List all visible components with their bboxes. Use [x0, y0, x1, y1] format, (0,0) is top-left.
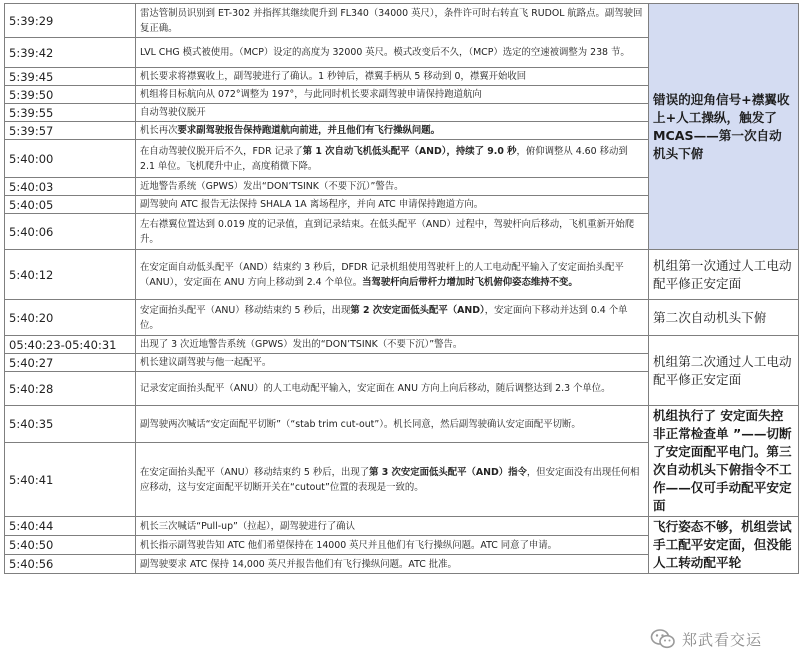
watermark — [650, 628, 762, 650]
event-text: 安定面抬头配平（ANU）移动结束约 5 秒后，出现 — [140, 304, 351, 316]
event-text: 机组将目标航向从 072°调整为 197°，与此同时机长要求副驾驶申请保持跑道航向 — [140, 89, 482, 100]
event-cell — [136, 555, 649, 574]
table-row — [5, 336, 799, 354]
time-cell: 5:40:05 — [5, 196, 136, 214]
event-cell — [136, 336, 649, 354]
annotation-cell: 第二次自动机头下俯 — [649, 300, 799, 336]
event-cell — [136, 372, 649, 406]
time-cell: 5:40:12 — [5, 250, 136, 300]
table-row — [5, 406, 799, 443]
table-row — [5, 4, 799, 38]
event-cell — [136, 140, 649, 178]
event-text-bold: 要求副驾驶报告保持跑道航向前进，并且他们有飞行操纵问题。 — [177, 125, 441, 136]
event-cell — [136, 104, 649, 122]
table-row — [5, 517, 799, 536]
time-cell: 5:40:56 — [5, 555, 136, 574]
event-cell — [136, 86, 649, 104]
event-text: 副驾驶两次喊话“安定面配平切断”（“stab trim cut-out”）。机长同意，然后副驾驶确认安定面配平切断。 — [140, 418, 581, 430]
event-text: 近地警告系统（GPWS）发出“DON’TSINK（不要下沉）”警告。 — [140, 181, 404, 192]
event-text-bold: 第 1 次自动飞机低头配平（AND），持续了 9.0 秒 — [302, 145, 517, 157]
time-cell: 5:40:27 — [5, 354, 136, 372]
event-text: ，俯仰调整从 4.60 移动到 2.1 单位。飞机爬升中止，高度稍微下降。 — [140, 145, 628, 172]
event-text: 左右襟翼位置达到 0.019 度的记录值，直到记录结束。在低头配平（AND）过程中，驾驶杆向后移动，飞机重新开始爬升。 — [140, 218, 635, 245]
event-text-bold: 第 3 次安定面低头配平（AND）指令 — [369, 466, 527, 478]
event-text: 出现了 3 次近地警告系统（GPWS）发出的“DON’TSINK（不要下沉）”警告。 — [140, 339, 463, 350]
time-cell: 05:40:23-05:40:31 — [5, 336, 136, 354]
event-cell — [136, 122, 649, 140]
event-text: 副驾驶向 ATC 报告无法保持 SHALA 1A 离场程序，并向 ATC 申请保持跑道方向。 — [140, 199, 484, 210]
annotation-cell: 飞行姿态不够，机组尝试手工配平安定面，但没能人工转动配平轮 — [649, 517, 799, 574]
event-text: 记录安定面抬头配平（ANU）的人工电动配平输入，安定面在 ANU 方向上向后移动，随后调整达到 2.3 个单位。 — [140, 383, 611, 394]
event-text: 机长指示副驾驶告知 ATC 他们希望保持在 14000 英尺并且他们有飞行操纵问题。ATC 同意了申请。 — [140, 539, 558, 551]
table-row — [5, 250, 799, 300]
event-cell — [136, 406, 649, 443]
time-cell: 5:39:29 — [5, 4, 136, 38]
time-cell: 5:39:50 — [5, 86, 136, 104]
annotation-cell: 机组执行了 安定面失控非正常检查单 ”——切断了安定面配平电门。第三次自动机头下俯指令不工作——仅可手动配平安定面 — [649, 406, 799, 517]
time-cell: 5:40:35 — [5, 406, 136, 443]
annotation-cell: 机组第一次通过人工电动配平修正安定面 — [649, 250, 799, 300]
annotation-cell: 机组第二次通过人工电动配平修正安定面 — [649, 336, 799, 406]
event-cell — [136, 517, 649, 536]
time-cell: 5:40:20 — [5, 300, 136, 336]
event-text-bold: 当驾驶杆向后带杆力增加时飞机俯仰姿态维持不变。 — [362, 276, 578, 288]
time-cell: 5:39:45 — [5, 68, 136, 86]
event-cell — [136, 196, 649, 214]
time-cell: 5:39:57 — [5, 122, 136, 140]
time-cell: 5:40:03 — [5, 178, 136, 196]
event-cell — [136, 214, 649, 250]
event-cell — [136, 443, 649, 517]
event-text: 在安定面抬头配平（ANU）移动结束约 5 秒后，出现了 — [140, 466, 370, 478]
event-text: 在安定面自动低头配平（AND）结束约 3 秒后，DFDR 记录机组使用驾驶杆上的人工电动配平输入了安定面抬头配平（ANU），安定面在 ANU 方向上移动到 2.4 个单位。 — [140, 261, 624, 288]
event-cell — [136, 300, 649, 336]
table-row — [5, 300, 799, 336]
annotation-cell: 错误的迎角信号+襟翼收上+人工操纵，触发了 MCAS——第一次自动机头下俯 — [649, 4, 799, 250]
time-cell: 5:40:41 — [5, 443, 136, 517]
event-cell — [136, 354, 649, 372]
event-text: 机长要求将襟翼收上，副驾驶进行了确认。1 秒钟后，襟翼手柄从 5 移动到 0，襟翼开始收回 — [140, 71, 527, 82]
event-text: 在自动驾驶仪脱开后不久，FDR 记录了 — [140, 145, 303, 157]
time-cell: 5:40:06 — [5, 214, 136, 250]
event-text-bold: 第 2 次安定面低头配平（AND） — [350, 304, 485, 316]
event-text: 机长再次 — [140, 125, 178, 136]
timeline-table — [4, 3, 799, 574]
event-text: 副驾驶要求 ATC 保持 14,000 英尺并报告他们有飞行操纵问题。ATC 批准。 — [140, 558, 457, 570]
time-cell: 5:40:44 — [5, 517, 136, 536]
time-cell: 5:40:00 — [5, 140, 136, 178]
event-text: 机长三次喊话“Pull-up”（拉起），副驾驶进行了确认 — [140, 520, 356, 532]
time-cell: 5:39:55 — [5, 104, 136, 122]
event-cell — [136, 4, 649, 38]
watermark-text: 郑武看交运 — [682, 630, 763, 649]
event-text: 自动驾驶仪脱开 — [140, 107, 206, 118]
event-cell — [136, 68, 649, 86]
wechat-icon — [650, 628, 676, 650]
event-text: LVL CHG 模式被使用。（MCP）设定的高度为 32000 英尺。模式改变后不久，（MCP）选定的空速被调整为 238 节。 — [140, 47, 630, 58]
time-cell: 5:40:28 — [5, 372, 136, 406]
event-cell — [136, 250, 649, 300]
time-cell: 5:40:50 — [5, 536, 136, 555]
event-text: 机长建议副驾驶与他一起配平。 — [140, 357, 272, 368]
event-cell — [136, 178, 649, 196]
time-cell: 5:39:42 — [5, 38, 136, 68]
event-text: ，但安定面没有出现任何相应移动，这与安定面配平切断开关在“cutout”位置的表现是一致的。 — [140, 466, 640, 493]
event-cell — [136, 536, 649, 555]
event-text: ，安定面向下移动并达到 0.4 个单位。 — [140, 304, 628, 331]
event-cell — [136, 38, 649, 68]
event-text: 雷达管制员识别到 ET-302 并指挥其继续爬升到 FL340（34000 英尺），条件许可时右转直飞 RUDOL 航路点。副驾驶回复正确。 — [140, 7, 643, 34]
